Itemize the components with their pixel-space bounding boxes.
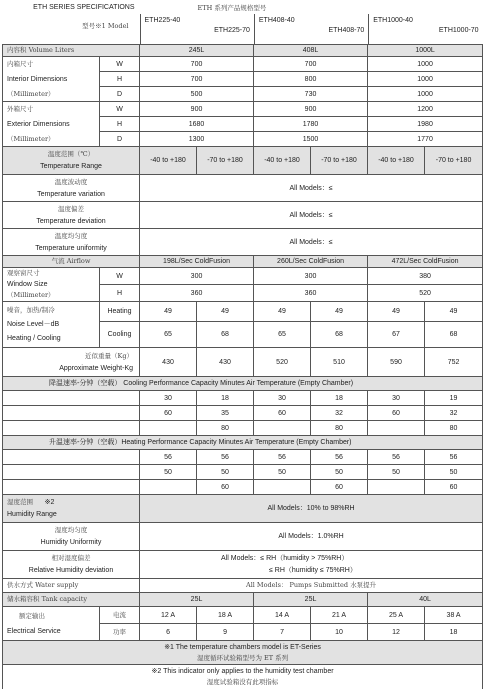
cell-value: 380 xyxy=(368,268,483,285)
cell-value: 520 xyxy=(254,348,311,377)
cell-value: 25L xyxy=(140,593,254,607)
cell-value: 56 xyxy=(311,450,368,465)
cell-value: 1000 xyxy=(368,72,483,87)
cell-value: 1680 xyxy=(140,117,254,132)
note-text: ※1 The temperature chambers model is ET-Series xyxy=(164,643,321,651)
heating-header-row xyxy=(3,436,483,450)
cell-value: 25 A xyxy=(368,607,425,624)
model-group-225 xyxy=(140,14,254,44)
cooling-row xyxy=(3,421,483,436)
cell-value: 430 xyxy=(197,348,254,377)
cell-value: 19 xyxy=(425,391,483,406)
note-2-row xyxy=(3,665,483,689)
cell-value: 49 xyxy=(254,302,311,322)
cell-value: 12 A xyxy=(140,607,197,624)
cell-value: 1770 xyxy=(368,132,483,147)
row-label: 湿度均匀度 Humidity Uniformity xyxy=(3,523,140,551)
doc-title-cn: ETH 系列产品规格型号 xyxy=(197,4,267,12)
cell-value: 50 xyxy=(368,465,425,480)
cell-value: 21 A xyxy=(311,607,368,624)
interior-label: 内箱尺寸 Interior Dimensions （Millimeter） xyxy=(3,57,100,102)
row-sublabel: 电流 xyxy=(100,607,140,624)
water-supply-row xyxy=(3,579,483,593)
cell-value: 260L/Sec ColdFusion xyxy=(254,256,368,268)
cell-value xyxy=(3,480,140,495)
spec-table xyxy=(2,2,483,689)
exterior-label: 外箱尺寸 Exterior Dimensions （Millimeter） xyxy=(3,102,100,147)
electrical-label: 额定输出 Electrical Service xyxy=(3,607,100,641)
heating-row xyxy=(3,465,483,480)
cell-value: 500 xyxy=(140,87,254,102)
row-label: 温度均匀度 Temperature uniformity xyxy=(3,229,140,256)
cell-value: 30 xyxy=(254,391,311,406)
cell-value xyxy=(3,391,140,406)
cell-value: 14 A xyxy=(254,607,311,624)
cell-value: 56 xyxy=(425,450,483,465)
cooling-row xyxy=(3,406,483,421)
cell-value: 18 A xyxy=(197,607,254,624)
cell-value: 12 xyxy=(368,624,425,641)
cell-value: All Models： Pumps Submitted 水泵提升 xyxy=(140,579,483,593)
cell-value: All Models：10% to 98%RH xyxy=(140,495,483,523)
cell-value: 80 xyxy=(425,421,483,436)
temp-deviation-row xyxy=(3,202,483,229)
cell-value: 1300 xyxy=(140,132,254,147)
temp-variation-row xyxy=(3,175,483,202)
dim-label: W xyxy=(100,102,140,117)
cell-value: 300 xyxy=(140,268,254,285)
cell-value xyxy=(3,450,140,465)
cell-value: 30 xyxy=(140,391,197,406)
cell-value: 1000 xyxy=(368,57,483,72)
cell-value: 360 xyxy=(254,285,368,302)
cell-value: 6 xyxy=(140,624,197,641)
cell-value: 700 xyxy=(140,57,254,72)
cell-value: 1200 xyxy=(368,102,483,117)
cell-value: -70 to +180 xyxy=(425,147,483,175)
note-text: ※2 This indicator only applies to the humidity test chamber xyxy=(151,667,334,675)
cell-value: 65 xyxy=(254,322,311,348)
cell-value: 67 xyxy=(368,322,425,348)
cell-value: All Models：≤ RH（humidity > 75%RH） ≤ RH（humidity ≤ 75%RH） xyxy=(140,551,483,579)
cell-value xyxy=(3,465,140,480)
cell-value: 60 xyxy=(254,406,311,421)
cell-value: 60 xyxy=(140,406,197,421)
cell-value: 32 xyxy=(311,406,368,421)
cell-value: 700 xyxy=(140,72,254,87)
dim-label: H xyxy=(100,72,140,87)
cell-value: 10 xyxy=(311,624,368,641)
cell-value: -70 to +180 xyxy=(197,147,254,175)
cell-value: 60 xyxy=(311,480,368,495)
window-label: 观察窗尺寸 Window Size （Millimeter） xyxy=(3,268,100,302)
header-models-cell xyxy=(140,2,483,45)
cell-value xyxy=(254,421,311,436)
cell-value: 32 xyxy=(425,406,483,421)
mode-label: Heating xyxy=(100,302,140,322)
noise-label: 噪音，加热/制冷 Noise Level－dB Heating / Cooling xyxy=(3,302,100,348)
cell-value: All Models：≤ xyxy=(140,175,483,202)
airflow-row xyxy=(3,256,483,268)
humidity-deviation-row xyxy=(3,551,483,579)
row-label: 近似重量（Kg） Approximate Weight-Kg xyxy=(3,348,140,377)
cooling-header-row xyxy=(3,377,483,391)
cell-value: 50 xyxy=(197,465,254,480)
tank-row xyxy=(3,593,483,607)
cell-value: 50 xyxy=(425,465,483,480)
cell-value: 30 xyxy=(368,391,425,406)
header-row xyxy=(3,2,483,45)
doc-title-en: ETH SERIES SPECIFICATIONS xyxy=(33,4,135,11)
mode-label: Cooling xyxy=(100,322,140,348)
model-group-1000 xyxy=(368,14,482,44)
row-label: 供水方式 Water supply xyxy=(3,579,140,593)
cell-value: 38 A xyxy=(425,607,483,624)
dim-label: D xyxy=(100,87,140,102)
cell-value xyxy=(140,421,197,436)
cell-value xyxy=(3,421,140,436)
cell-value: 900 xyxy=(140,102,254,117)
row-label: 储水箱容积 Tank capacity xyxy=(3,593,140,607)
cell-value xyxy=(140,480,197,495)
cell-value: 1000L xyxy=(368,45,483,57)
cell-value: 56 xyxy=(197,450,254,465)
cell-value: 198L/Sec ColdFusion xyxy=(140,256,254,268)
cell-value: 1980 xyxy=(368,117,483,132)
temp-range-row xyxy=(3,147,483,175)
model-list xyxy=(140,14,483,44)
cell-value: 56 xyxy=(368,450,425,465)
row-label: 温度范围（℃） Temperature Range xyxy=(3,147,140,175)
cell-value: 80 xyxy=(197,421,254,436)
cell-value: 25L xyxy=(254,593,368,607)
row-label: 内容积 Volume Liters xyxy=(3,45,140,57)
row-label: 气流 Airflow xyxy=(3,256,140,268)
dim-label: W xyxy=(100,268,140,285)
note-1-row xyxy=(3,641,483,665)
heating-row xyxy=(3,480,483,495)
cell-value: 60 xyxy=(368,406,425,421)
cell-value: 50 xyxy=(140,465,197,480)
interior-row xyxy=(3,57,483,72)
model-name: ETH225-40 xyxy=(144,17,181,24)
section-header: 升温速率-分钟（空载）Heating Performance Capacity Minutes Air Temperature (Empty Chamber) xyxy=(3,436,483,450)
cell-value: -40 to +180 xyxy=(368,147,425,175)
cell-value: 50 xyxy=(311,465,368,480)
cell-value: 700 xyxy=(254,57,368,72)
window-row xyxy=(3,268,483,285)
row-label: 相对湿度偏差 Relative Humidity deviation xyxy=(3,551,140,579)
cell-value: 18 xyxy=(311,391,368,406)
cell-value: 300 xyxy=(254,268,368,285)
cell-value: 56 xyxy=(254,450,311,465)
dim-label: H xyxy=(100,117,140,132)
cell-value: 1000 xyxy=(368,87,483,102)
cell-value: 9 xyxy=(197,624,254,641)
header-label-cell xyxy=(3,2,140,45)
exterior-row xyxy=(3,102,483,117)
row-label: 温度偏差 Temperature deviation xyxy=(3,202,140,229)
row-label: 温度波动度 Temperature variation xyxy=(3,175,140,202)
model-name: ETH1000-70 xyxy=(438,27,479,34)
cell-value: 408L xyxy=(254,45,368,57)
cell-value: 730 xyxy=(254,87,368,102)
humidity-uniformity-row xyxy=(3,523,483,551)
model-label: 型号※1 Model xyxy=(82,22,129,30)
cell-value: -40 to +180 xyxy=(254,147,311,175)
model-group-408 xyxy=(254,14,368,44)
cell-value: 49 xyxy=(197,302,254,322)
cell-value: 18 xyxy=(425,624,483,641)
model-name: ETH408-70 xyxy=(328,27,365,34)
section-header: 降温速率-分钟（空载） Cooling Performance Capacity Minutes Air Temperature (Empty Chamber) xyxy=(3,377,483,391)
cell-value: 1500 xyxy=(254,132,368,147)
cell-value: 56 xyxy=(140,450,197,465)
weight-row xyxy=(3,348,483,377)
note-cell xyxy=(3,641,483,665)
cell-value: 430 xyxy=(140,348,197,377)
cell-value: All Models：≤ xyxy=(140,202,483,229)
row-sublabel: 功率 xyxy=(100,624,140,641)
dim-label: W xyxy=(100,57,140,72)
humidity-range-row xyxy=(3,495,483,523)
cell-value: 80 xyxy=(311,421,368,436)
heating-row xyxy=(3,450,483,465)
temp-uniformity-row xyxy=(3,229,483,256)
electrical-row xyxy=(3,607,483,624)
note-text: 湿度循环试验箱型号为 ET 系列 xyxy=(196,653,289,662)
volume-row xyxy=(3,45,483,57)
cooling-row xyxy=(3,391,483,406)
cell-value: 68 xyxy=(425,322,483,348)
note-text: 湿度试验箱没有此项指标 xyxy=(206,677,279,686)
dim-label: D xyxy=(100,132,140,147)
cell-value: 35 xyxy=(197,406,254,421)
cell-value: 60 xyxy=(197,480,254,495)
cell-value: 510 xyxy=(311,348,368,377)
row-label: 湿度范围 ※2 Humidity Range xyxy=(3,495,140,523)
cell-value: 50 xyxy=(254,465,311,480)
cell-value: 472L/Sec ColdFusion xyxy=(368,256,483,268)
cell-value xyxy=(3,406,140,421)
cell-value: 752 xyxy=(425,348,483,377)
cell-value: 49 xyxy=(368,302,425,322)
cell-value: 68 xyxy=(311,322,368,348)
cell-value: 245L xyxy=(140,45,254,57)
cell-value: All Models：≤ xyxy=(140,229,483,256)
cell-value xyxy=(368,421,425,436)
cell-value: -40 to +180 xyxy=(140,147,197,175)
cell-value: All Models：1.0%RH xyxy=(140,523,483,551)
cell-value: 520 xyxy=(368,285,483,302)
cell-value: 49 xyxy=(311,302,368,322)
model-name: ETH408-40 xyxy=(258,17,295,24)
noise-row xyxy=(3,302,483,322)
cell-value: 360 xyxy=(140,285,254,302)
cell-value: 590 xyxy=(368,348,425,377)
cell-value: 49 xyxy=(425,302,483,322)
cell-value: 1780 xyxy=(254,117,368,132)
cell-value: 7 xyxy=(254,624,311,641)
cell-value: 18 xyxy=(197,391,254,406)
dim-label: H xyxy=(100,285,140,302)
cell-value: 68 xyxy=(197,322,254,348)
model-name: ETH1000-40 xyxy=(373,17,413,24)
cell-value: -70 to +180 xyxy=(311,147,368,175)
cell-value: 800 xyxy=(254,72,368,87)
cell-value xyxy=(368,480,425,495)
cell-value: 60 xyxy=(425,480,483,495)
cell-value: 65 xyxy=(140,322,197,348)
cell-value: 900 xyxy=(254,102,368,117)
note-cell xyxy=(3,665,483,689)
model-name: ETH225-70 xyxy=(214,27,250,34)
cell-value xyxy=(254,480,311,495)
cell-value: 49 xyxy=(140,302,197,322)
cell-value: 40L xyxy=(368,593,483,607)
